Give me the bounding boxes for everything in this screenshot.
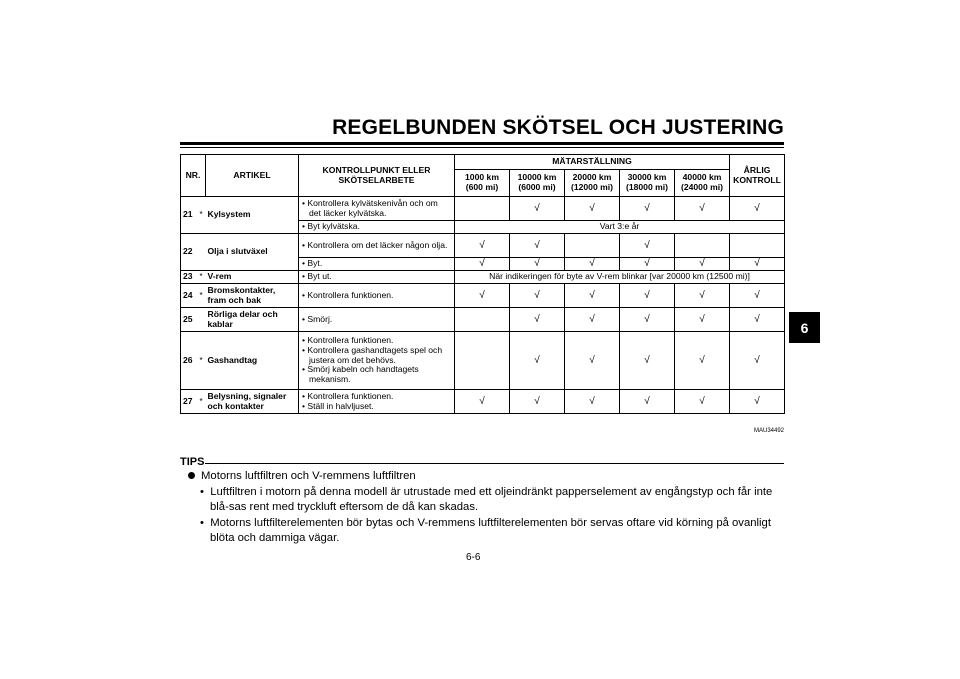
tips-sub-item: • Motorns luftfilterelementen bör bytas och V-remmens luftfilterelementen bör servas oftare vid körning på ovanligt blöta och dammiga vägar. <box>200 516 771 544</box>
table-row: 21 * Kylsystem • Kontrollera kylvätskenivån och om det läcker kylvätska. √ √ √ √ √ <box>181 197 785 221</box>
table-row: • Byt. √ √ √ √ √ √ <box>181 258 785 271</box>
header-odo-20000: 20000 km (12000 mi) <box>565 170 620 197</box>
page-number: 6-6 <box>466 552 481 563</box>
tips-rule <box>205 463 784 464</box>
table-row: • Byt kylvätska. Vart 3:e år <box>181 221 785 234</box>
title-rule-thin <box>180 147 784 148</box>
page-title: REGELBUNDEN SKÖTSEL OCH JUSTERING <box>332 116 784 139</box>
document-code: MAU34492 <box>754 428 785 434</box>
table-row: 24 * Bromskontakter, fram och bak • Kontrollera funktionen. √ √ √ √ √ √ <box>181 284 785 308</box>
table-row: 26 * Gashandtag • Kontrollera funktionen. • Kontrollera gashandtagets spel och justera om det behövs. • Smörj kabeln och handtagets mekanism. √ √ √ √ √ <box>181 332 785 390</box>
table-row: 22 Olja i slutväxel • Kontrollera om det läcker någon olja. √ √ √ <box>181 234 785 258</box>
header-odo-40000: 40000 km (24000 mi) <box>675 170 730 197</box>
title-rule <box>180 142 784 145</box>
chapter-tab: 6 <box>789 312 820 343</box>
header-kontroll: KONTROLLPUNKT ELLER SKÖTSELARBETE <box>299 155 455 197</box>
tips-main-item: Motorns luftfiltren och V-remmens luftfiltren <box>180 469 784 485</box>
tips-sub-item: • Luftfiltren i motorn på denna modell är utrustade med ett oljeindränkt papperselement av engångstyp och får inte blå-sas rent med tryckluft eftersom de då kan skadas. <box>200 485 773 513</box>
table-row: 25 Rörliga delar och kablar • Smörj. √ √ √ √ √ <box>181 308 785 332</box>
header-matarstallning: MÄTARSTÄLLNING <box>455 155 730 170</box>
header-odo-30000: 30000 km (18000 mi) <box>620 170 675 197</box>
header-odo-1000: 1000 km (600 mi) <box>455 170 510 197</box>
header-arlig: ÅRLIG KONTROLL <box>730 155 785 197</box>
header-odo-10000: 10000 km (6000 mi) <box>510 170 565 197</box>
header-artikel: ARTIKEL <box>206 155 299 197</box>
tips-label: TIPS <box>180 456 205 468</box>
table-row: 27 * Belysning, signaler och kontakter • Kontrollera funktionen. • Ställ in halvljuset. √ √ √ √ √ √ <box>181 390 785 414</box>
tips-body <box>180 469 784 547</box>
header-nr: NR. <box>181 155 206 197</box>
bullet-dot-icon <box>188 472 195 479</box>
maintenance-table <box>180 154 785 414</box>
table-row: 23 * V-rem • Byt ut. När indikeringen för byte av V-rem blinkar [var 20000 km (12500 mi)] <box>181 271 785 284</box>
